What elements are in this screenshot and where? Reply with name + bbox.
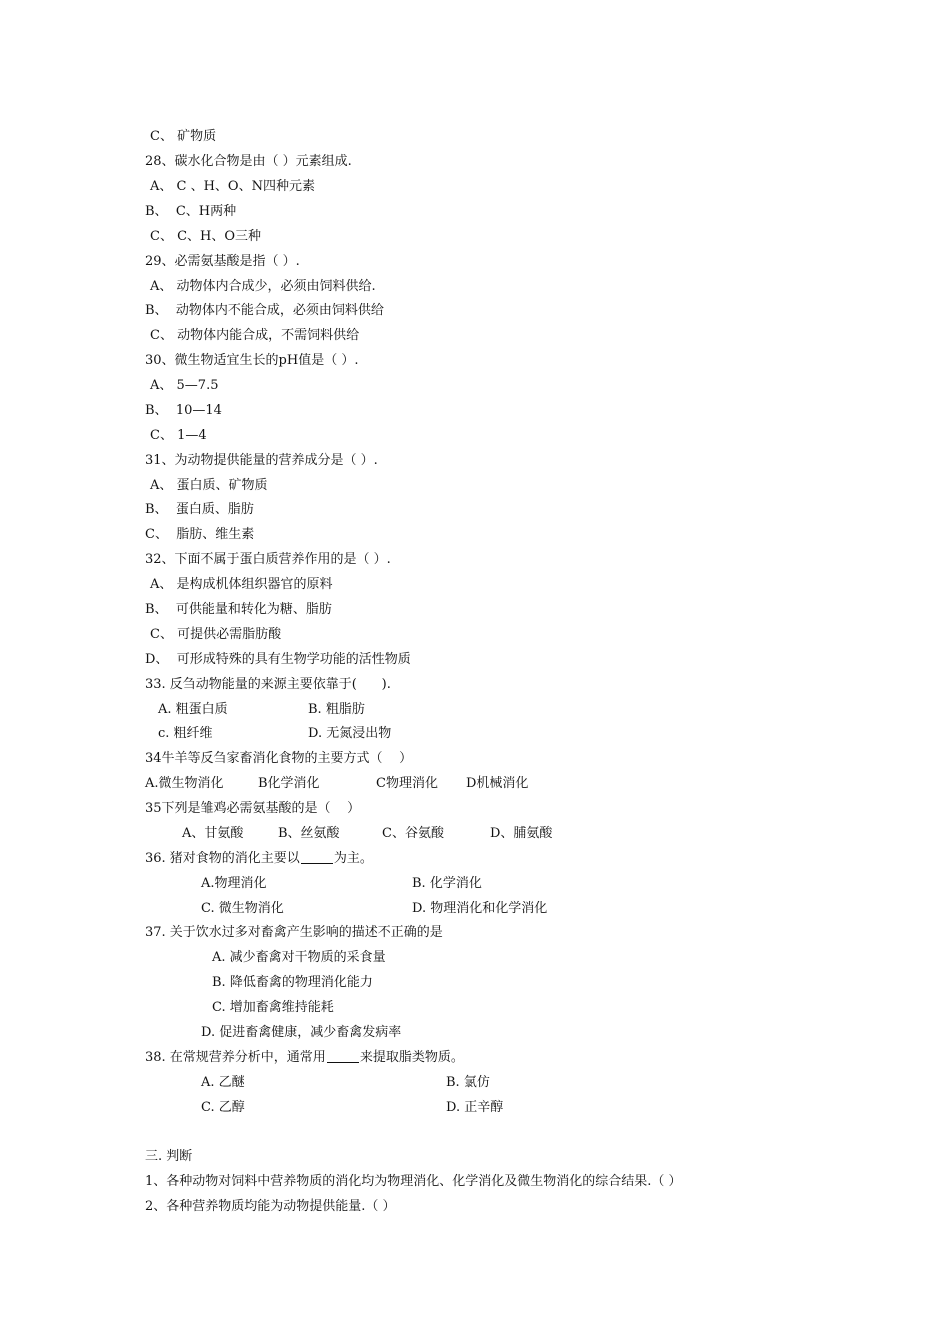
option-36d: D. 物理消化和化学消化	[412, 901, 548, 916]
option-38a: A. 乙醚	[201, 1075, 245, 1090]
option-35b: B、丝氨酸	[278, 826, 340, 841]
question-28: 28、碳水化合物是由（ ）元素组成.	[145, 154, 352, 169]
option-38c: C. 乙醇	[201, 1100, 245, 1115]
option-28b: B、 C、H两种	[145, 204, 237, 219]
question-38-text: 38. 在常规营养分析中，通常用	[145, 1050, 326, 1065]
question-38-tail: 来提取脂类物质。	[359, 1050, 464, 1065]
option-37c: C. 增加畜禽维持能耗	[212, 1000, 334, 1015]
option-35d: D、脯氨酸	[490, 826, 553, 841]
question-34: 34牛羊等反刍家畜消化食物的主要方式（ ）	[145, 751, 413, 766]
option-35c: C、谷氨酸	[382, 826, 444, 841]
question-36-tail: 为主。	[333, 851, 373, 866]
option-33d: D. 无氮浸出物	[308, 726, 392, 741]
option-30b: B、 10—14	[145, 403, 222, 418]
option-33b: B. 粗脂肪	[308, 702, 365, 717]
option-33a: A. 粗蛋白质	[158, 702, 228, 717]
judgment-2: 2、各种营养物质均能为动物提供能量.（ ）	[145, 1199, 396, 1214]
option-36b: B. 化学消化	[412, 876, 482, 891]
option-29c: C、 动物体内能合成，不需饲料供给	[150, 328, 360, 343]
option-32b: B、 可供能量和转化为糖、脂肪	[145, 602, 332, 617]
question-36-text: 36. 猪对食物的消化主要以	[145, 851, 300, 866]
option-32c: C、 可提供必需脂肪酸	[150, 627, 282, 642]
option-34d: D机械消化	[466, 776, 529, 791]
question-37: 37. 关于饮水过多对畜禽产生影响的描述不正确的是	[145, 925, 443, 940]
option-30c: C、 1—4	[150, 428, 207, 443]
option-34c: C物理消化	[376, 776, 438, 791]
option-37a: A. 减少畜禽对干物质的采食量	[212, 950, 386, 965]
option-37b: B. 降低畜禽的物理消化能力	[212, 975, 373, 990]
option-32a: A、 是构成机体组织器官的原料	[150, 577, 333, 592]
option-38d: D. 正辛醇	[446, 1100, 504, 1115]
question-31: 31、为动物提供能量的营养成分是（ ）.	[145, 453, 378, 468]
option-28a: A、 C 、H、O、N四种元素	[150, 179, 315, 194]
option-36a: A.物理消化	[201, 876, 267, 891]
question-38	[145, 1049, 464, 1067]
option-35a: A、甘氨酸	[182, 826, 244, 841]
section-heading: 三. 判断	[145, 1149, 193, 1164]
answer-blank	[327, 1049, 359, 1063]
option-27c: C、 矿物质	[150, 129, 217, 144]
option-31c: C、 脂肪、维生素	[145, 527, 255, 542]
question-33: 33. 反刍动物能量的来源主要依靠于( ).	[145, 677, 391, 692]
judgment-1: 1、各种动物对饲料中营养物质的消化均为物理消化、化学消化及微生物消化的综合结果.（ ）	[145, 1174, 682, 1189]
option-31a: A、 蛋白质、矿物质	[150, 478, 268, 493]
option-29b: B、 动物体内不能合成，必须由饲料供给	[145, 303, 384, 318]
option-34b: B化学消化	[258, 776, 320, 791]
option-33c: c. 粗纤维	[158, 726, 213, 741]
question-29: 29、必需氨基酸是指（ ）.	[145, 254, 300, 269]
option-34a: A.微生物消化	[145, 776, 224, 791]
question-36	[145, 850, 373, 868]
option-31b: B、 蛋白质、脂肪	[145, 502, 254, 517]
answer-blank	[301, 850, 333, 864]
option-28c: C、 C、H、O三种	[150, 229, 262, 244]
option-36c: C. 微生物消化	[201, 901, 284, 916]
question-35: 35下列是雏鸡必需氨基酸的是（ ）	[145, 801, 361, 816]
option-32d: D、 可形成特殊的具有生物学功能的活性物质	[145, 652, 411, 667]
question-32: 32、下面不属于蛋白质营养作用的是（ ）.	[145, 552, 391, 567]
option-38b: B. 氯仿	[446, 1075, 490, 1090]
option-29a: A、 动物体内合成少，必须由饲料供给.	[150, 279, 376, 294]
question-30: 30、微生物适宜生长的pH值是（ ）.	[145, 353, 359, 368]
option-37d: D. 促进畜禽健康，减少畜禽发病率	[201, 1025, 402, 1040]
option-30a: A、 5—7.5	[150, 378, 219, 393]
